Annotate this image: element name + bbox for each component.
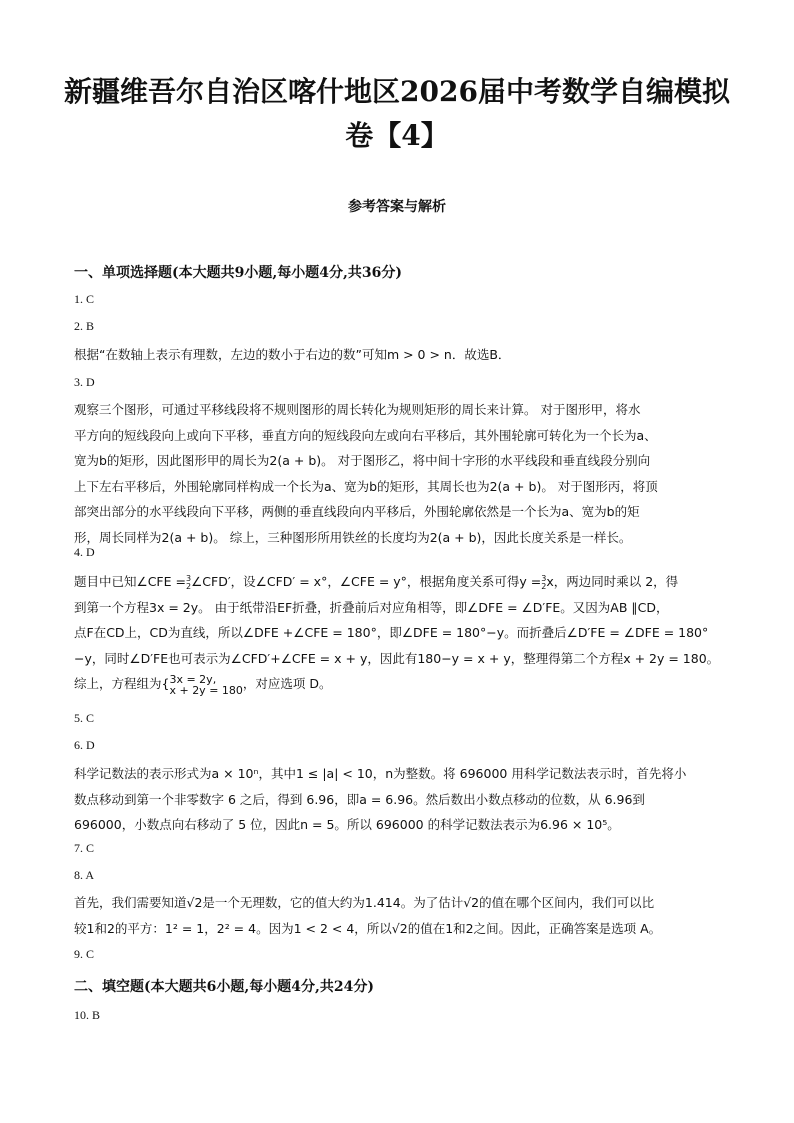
section-heading-choice: 一、单项选择题(本大题共9小题,每小题4分,共36分) [74,265,402,281]
explanation-line: 科学记数法的表示形式为a × 10ⁿ，其中1 ≤ |a| < 10，n为整数。将 696000 用科学记数法表示时，首先将小 [74,766,687,781]
explanation-line: 696000，小数点向右移动了 5 位，因此n = 5。所以 696000 的科学记数法表示为6.96 × 10⁵。 [74,817,620,832]
explanation-4 [74,569,724,697]
answer-6: 6. D [74,738,95,752]
explanation-line: 点F在CD上，CD为直线，所以∠DFE +∠CFE = 180°，即∠DFE = 180°−y。而折叠后∠D′FE = ∠DFE = 180° [74,625,709,640]
explanation-2 [74,342,724,368]
answer-1: 1. C [74,292,95,306]
explanation-line: 部突出部分的水平线段向下平移，两侧的垂直线段向内平移后，外围轮廓依然是一个长为a、宽为b的矩 [74,504,640,519]
explanation-line: 根据“在数轴上表示有理数，左边的数小于右边的数”可知m > 0 > n．故选B． [74,347,511,362]
explanation-8 [74,890,724,941]
document-subtitle: 参考答案与解析 [348,199,446,215]
explanation-6 [74,761,724,838]
section-heading-fill: 二、填空题(本大题共6小题,每小题4分,共24分) [74,979,374,995]
explanation-line: −y，同时∠D′FE也可表示为∠CFD′+∠CFE = x + y，因此有180−y = x + y，整理得第二个方程x + 2y = 180。 [74,650,720,666]
title-line-2: 卷【4】 [345,119,449,152]
text-fragment: 题目中已知∠CFE = [74,574,186,589]
answer-10: 10. B [74,1008,101,1022]
explanation-line: 数点移动到第一个非零数字 6 之后，得到 6.96，即a = 6.96。然后数出小数点移动的位数，从 6.96到 [74,791,645,807]
text-fragment: ∠CFD′，设∠CFD′ = x°，∠CFE = y°，根据角度关系可得y = [191,574,542,589]
explanation-line: 形，周长同样为2(a + b)。 综上，三种图形所用铁丝的长度均为2(a + b)，因此长度关系是一样长。 [74,529,632,545]
answer-9: 9. C [74,947,95,961]
fraction-numerator: 3 [185,573,192,583]
explanation-line: 首先，我们需要知道√2是一个无理数，它的值大约为1.414。为了估计√2的值在哪个区间内，我们可以比 [74,895,655,910]
fraction-denominator: 2 [185,581,192,591]
text-fragment: x，两边同时乘以 2，得 [546,574,679,589]
answer-3: 3. D [74,375,95,389]
document-title [60,70,734,158]
explanation-line [74,569,724,595]
title-line-1: 新疆维吾尔自治区喀什地区2026届中考数学自编模拟 [64,75,730,108]
explanation-line: 宽为b的矩形，因此图形甲的周长为2(a + b)。 对于图形乙，将中间十字形的水平线段和垂直线段分别向 [74,453,651,468]
answer-4: 4. D [74,545,95,559]
text-fragment: 综上，方程组为{ [74,676,170,691]
explanation-3 [74,397,724,550]
fraction-numerator: 3 [541,573,547,583]
equation-1: 3x = 2y, [169,672,217,686]
answer-7: 7. C [74,841,95,855]
explanation-line: 平方向的短线段向上或向下平移，垂直方向的短线段向左或向右平移后，其外围轮廓可转化为一个长为a、 [74,427,657,443]
text-fragment: ，对应选项 D。 [242,676,332,691]
explanation-line: 上下左右平移后，外围轮廓同样构成一个长为a、宽为b的矩形，其周长也为2(a + b)。 对于图形丙，将顶 [74,478,658,494]
equation-2: x + 2y = 180 [169,683,243,697]
answer-2: 2. B [74,319,95,333]
fraction-denominator: 2 [541,581,547,591]
explanation-line: 观察三个图形，可通过平移线段将不规则图形的周长转化为规则矩形的周长来计算。 对于图形甲，将水 [74,402,641,417]
answer-8: 8. A [74,868,95,882]
answer-5: 5. C [74,711,95,725]
explanation-line: 较1和2的平方：1² = 1，2² = 4。因为1 < 2 < 4，所以√2的值在1和2之间。因此，正确答案是选项 A。 [74,920,662,936]
explanation-line [74,671,724,697]
explanation-line: 到第一个方程3x = 2y。 由于纸带沿EF折叠，折叠前后对应角相等，即∠DFE = ∠D′FE。又因为AB ∥CD， [74,599,669,615]
equation-system [169,674,242,696]
